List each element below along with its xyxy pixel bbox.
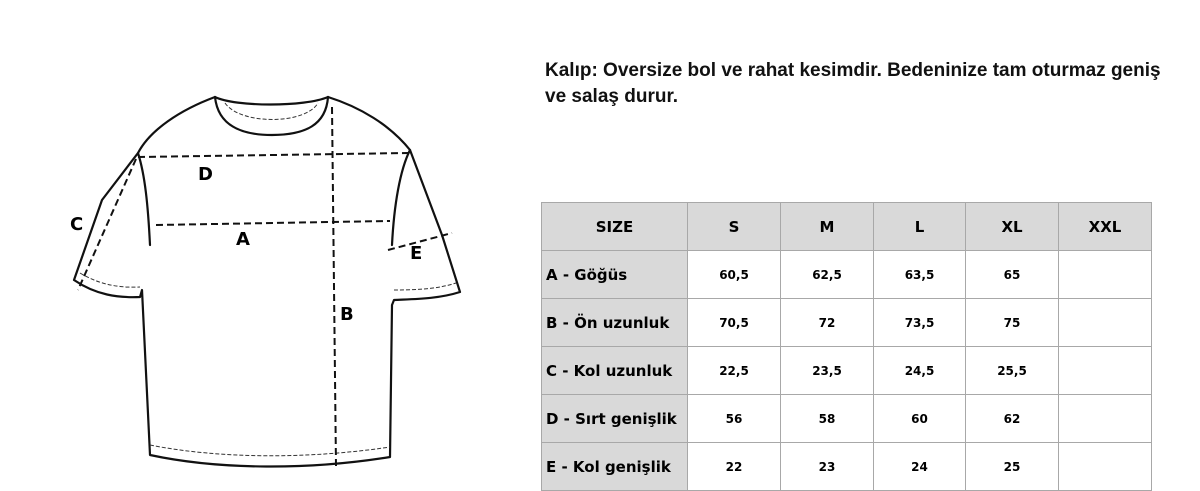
table-cell: 58 <box>781 395 874 443</box>
table-header-row <box>542 203 1152 251</box>
table-cell: 62 <box>966 395 1059 443</box>
table-cell <box>1059 395 1152 443</box>
row-label: C - Kol uzunluk <box>542 347 688 395</box>
table-cell: 73,5 <box>874 299 966 347</box>
tshirt-outline-icon <box>60 85 480 485</box>
table-cell: 70,5 <box>688 299 781 347</box>
column-header-l: L <box>874 203 966 251</box>
table-row <box>542 299 1152 347</box>
tshirt-measurement-diagram <box>60 85 480 485</box>
table-cell: 23 <box>781 443 874 491</box>
diagram-label-b: B <box>340 304 354 325</box>
table-cell: 24 <box>874 443 966 491</box>
table-cell: 72 <box>781 299 874 347</box>
table-cell: 25 <box>966 443 1059 491</box>
row-label: E - Kol genişlik <box>542 443 688 491</box>
row-label: D - Sırt genişlik <box>542 395 688 443</box>
column-header-size: SIZE <box>542 203 688 251</box>
table-cell <box>1059 443 1152 491</box>
table-cell: 60 <box>874 395 966 443</box>
size-chart-table <box>541 202 1152 491</box>
column-header-xxl: XXL <box>1059 203 1152 251</box>
column-header-s: S <box>688 203 781 251</box>
table-cell <box>1059 299 1152 347</box>
table-row <box>542 395 1152 443</box>
diagram-label-e: E <box>410 243 423 264</box>
table-cell: 56 <box>688 395 781 443</box>
table-cell <box>1059 251 1152 299</box>
table-cell: 24,5 <box>874 347 966 395</box>
table-row <box>542 251 1152 299</box>
row-label: A - Göğüs <box>542 251 688 299</box>
table-cell <box>1059 347 1152 395</box>
table-cell: 63,5 <box>874 251 966 299</box>
table-cell: 22,5 <box>688 347 781 395</box>
table-cell: 62,5 <box>781 251 874 299</box>
diagram-label-d: D <box>198 164 213 185</box>
fit-description: Kalıp: Oversize bol ve rahat kesimdir. Bedeninize tam oturmaz geniş ve salaş durur. <box>545 60 1161 107</box>
row-label: B - Ön uzunluk <box>542 299 688 347</box>
diagram-label-a: A <box>236 229 250 250</box>
table-row <box>542 443 1152 491</box>
table-cell: 22 <box>688 443 781 491</box>
table-cell: 60,5 <box>688 251 781 299</box>
diagram-label-c: C <box>70 214 84 235</box>
table-cell: 23,5 <box>781 347 874 395</box>
column-header-m: M <box>781 203 874 251</box>
table-cell: 65 <box>966 251 1059 299</box>
column-header-xl: XL <box>966 203 1059 251</box>
table-row <box>542 347 1152 395</box>
table-cell: 25,5 <box>966 347 1059 395</box>
table-cell: 75 <box>966 299 1059 347</box>
